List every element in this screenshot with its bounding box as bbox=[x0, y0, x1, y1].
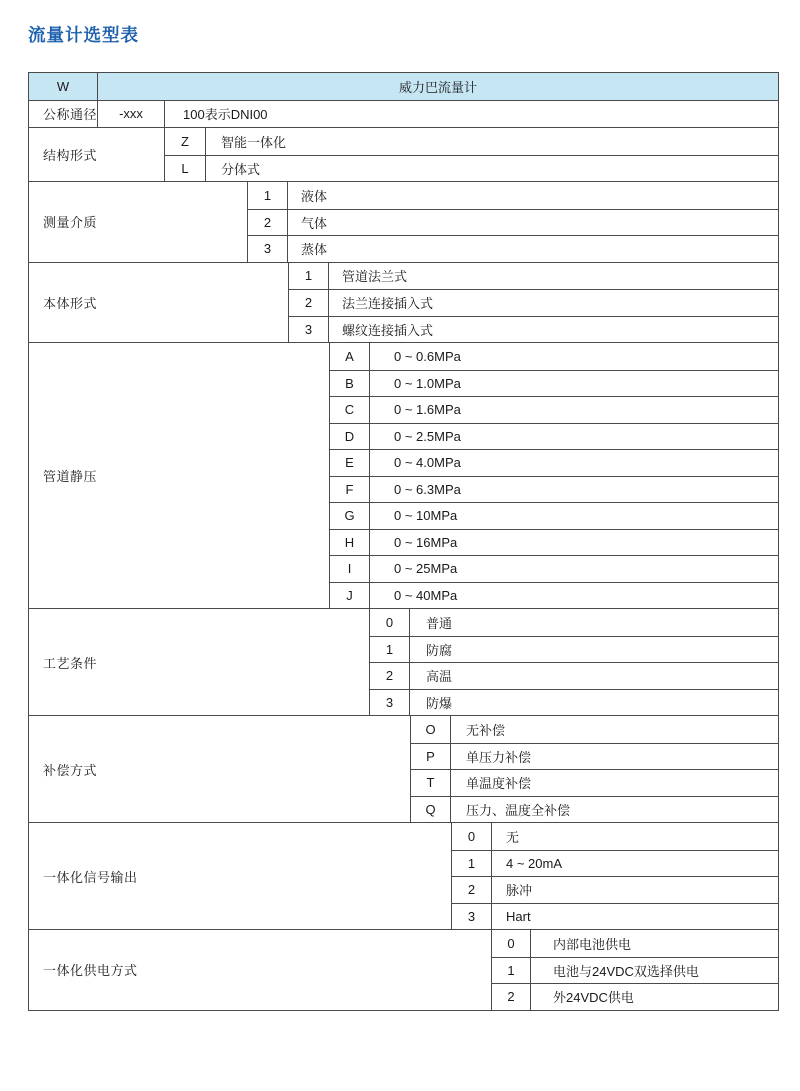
section-structure-type bbox=[29, 127, 778, 181]
option-row bbox=[289, 289, 778, 316]
option-value: 4 ~ 20mA bbox=[506, 855, 563, 871]
option-row bbox=[370, 609, 778, 636]
option-code: B bbox=[330, 371, 370, 397]
option-row bbox=[98, 101, 778, 128]
option-code: Z bbox=[165, 128, 206, 155]
option-code: L bbox=[165, 156, 206, 182]
option-code: E bbox=[330, 450, 370, 476]
section-label: 公称通径 bbox=[29, 101, 98, 128]
option-value: 高温 bbox=[426, 669, 453, 685]
product-name-cell: 威力巴流量计 bbox=[398, 79, 477, 95]
option-value: 防爆 bbox=[426, 695, 453, 711]
option-row bbox=[370, 636, 778, 663]
option-row bbox=[330, 502, 778, 529]
option-value: 0 ~ 1.0MPa bbox=[394, 375, 461, 391]
option-row bbox=[289, 316, 778, 343]
option-row bbox=[330, 449, 778, 476]
option-row bbox=[452, 850, 778, 877]
option-row bbox=[330, 476, 778, 503]
option-code: 0 bbox=[452, 823, 492, 850]
section-compensation-mode bbox=[29, 715, 778, 822]
table-header-row bbox=[29, 73, 778, 100]
option-value: 100表示DNI00 bbox=[183, 107, 268, 123]
section-label: 结构形式 bbox=[29, 128, 165, 181]
option-code: 1 bbox=[452, 851, 492, 877]
option-code: 1 bbox=[492, 958, 531, 984]
option-value: 压力、温度全补偿 bbox=[466, 802, 571, 818]
option-value: 0 ~ 6.3MPa bbox=[394, 481, 461, 497]
option-code: P bbox=[411, 744, 451, 770]
option-code: 0 bbox=[370, 609, 410, 636]
option-value: 液体 bbox=[301, 188, 328, 204]
option-code: 2 bbox=[289, 290, 329, 316]
option-row bbox=[248, 235, 778, 262]
option-row bbox=[248, 209, 778, 236]
option-value: 蒸体 bbox=[301, 242, 328, 258]
option-code: J bbox=[330, 583, 370, 609]
option-value: 法兰连接插入式 bbox=[342, 296, 434, 312]
option-code: T bbox=[411, 770, 451, 796]
option-code: 2 bbox=[452, 877, 492, 903]
option-code: 2 bbox=[370, 663, 410, 689]
option-row bbox=[452, 823, 778, 850]
flowmeter-selection-table bbox=[28, 72, 779, 1011]
option-code: F bbox=[330, 477, 370, 503]
option-value: 0 ~ 40MPa bbox=[394, 587, 458, 603]
option-value: 外24VDC供电 bbox=[553, 990, 634, 1006]
option-value: 脉冲 bbox=[506, 883, 533, 899]
option-code: H bbox=[330, 530, 370, 556]
option-code: 3 bbox=[248, 236, 288, 262]
option-value: 智能一体化 bbox=[221, 134, 287, 150]
section-label: 一体化信号输出 bbox=[29, 823, 452, 929]
option-value: 内部电池供电 bbox=[553, 936, 632, 952]
option-value: 螺纹连接插入式 bbox=[342, 322, 434, 338]
option-row bbox=[370, 689, 778, 716]
option-value: 单温度补偿 bbox=[466, 776, 532, 792]
option-value: 管道法兰式 bbox=[342, 269, 408, 285]
section-process-condition bbox=[29, 608, 778, 715]
section-label: 测量介质 bbox=[29, 182, 248, 262]
option-value: 防腐 bbox=[426, 642, 453, 658]
section-nominal-diameter bbox=[29, 100, 778, 128]
option-value: 普通 bbox=[426, 615, 453, 631]
option-value: 0 ~ 16MPa bbox=[394, 534, 458, 550]
section-integrated-signal-output bbox=[29, 822, 778, 929]
section-label: 本体形式 bbox=[29, 263, 289, 343]
option-code: -xxx bbox=[98, 101, 165, 128]
section-label: 工艺条件 bbox=[29, 609, 370, 715]
page-title: 流量计选型表 bbox=[28, 25, 139, 45]
option-row bbox=[330, 343, 778, 370]
option-row bbox=[330, 370, 778, 397]
option-value: 单压力补偿 bbox=[466, 749, 532, 765]
option-code: D bbox=[330, 424, 370, 450]
option-code: 1 bbox=[248, 182, 288, 209]
option-row bbox=[492, 930, 778, 957]
option-row bbox=[330, 582, 778, 609]
option-row bbox=[411, 769, 778, 796]
option-row bbox=[165, 155, 778, 182]
option-code: 2 bbox=[492, 984, 531, 1010]
section-label: 一体化供电方式 bbox=[29, 930, 492, 1010]
option-value: 无补偿 bbox=[466, 722, 506, 738]
option-code: 1 bbox=[370, 637, 410, 663]
option-row bbox=[330, 555, 778, 582]
section-label: 补偿方式 bbox=[29, 716, 411, 822]
section-integrated-power-supply bbox=[29, 929, 778, 1010]
option-value: 无 bbox=[506, 829, 520, 845]
option-value: 0 ~ 1.6MPa bbox=[394, 402, 461, 418]
option-code: G bbox=[330, 503, 370, 529]
option-value: 0 ~ 2.5MPa bbox=[394, 428, 461, 444]
option-row bbox=[452, 876, 778, 903]
option-row bbox=[411, 716, 778, 743]
section-body-type bbox=[29, 262, 778, 343]
option-row bbox=[411, 743, 778, 770]
option-code: 3 bbox=[452, 904, 492, 930]
option-value: 0 ~ 25MPa bbox=[394, 561, 458, 577]
option-value: 分体式 bbox=[221, 161, 261, 177]
option-value: Hart bbox=[506, 908, 531, 924]
option-code: 0 bbox=[492, 930, 531, 957]
option-row bbox=[370, 662, 778, 689]
option-code: Q bbox=[411, 797, 451, 823]
option-row bbox=[165, 128, 778, 155]
option-row bbox=[492, 957, 778, 984]
option-code: C bbox=[330, 397, 370, 423]
option-value: 0 ~ 0.6MPa bbox=[394, 348, 461, 364]
option-row bbox=[411, 796, 778, 823]
option-value: 0 ~ 4.0MPa bbox=[394, 455, 461, 471]
option-row bbox=[492, 983, 778, 1010]
model-code-cell: W bbox=[29, 73, 98, 100]
option-code: 1 bbox=[289, 263, 329, 290]
section-pipe-static-pressure bbox=[29, 342, 778, 608]
option-code: 3 bbox=[289, 317, 329, 343]
option-code: A bbox=[330, 343, 370, 370]
option-code: I bbox=[330, 556, 370, 582]
section-measured-medium bbox=[29, 181, 778, 262]
option-code: O bbox=[411, 716, 451, 743]
option-code: 2 bbox=[248, 210, 288, 236]
option-value: 电池与24VDC双选择供电 bbox=[553, 963, 699, 979]
option-row bbox=[289, 263, 778, 290]
option-code: 3 bbox=[370, 690, 410, 716]
option-row bbox=[248, 182, 778, 209]
option-row bbox=[330, 396, 778, 423]
section-label: 管道静压 bbox=[29, 343, 330, 608]
option-value: 0 ~ 10MPa bbox=[394, 508, 458, 524]
option-row bbox=[330, 423, 778, 450]
option-row bbox=[452, 903, 778, 930]
option-row bbox=[330, 529, 778, 556]
option-value: 气体 bbox=[301, 215, 328, 231]
